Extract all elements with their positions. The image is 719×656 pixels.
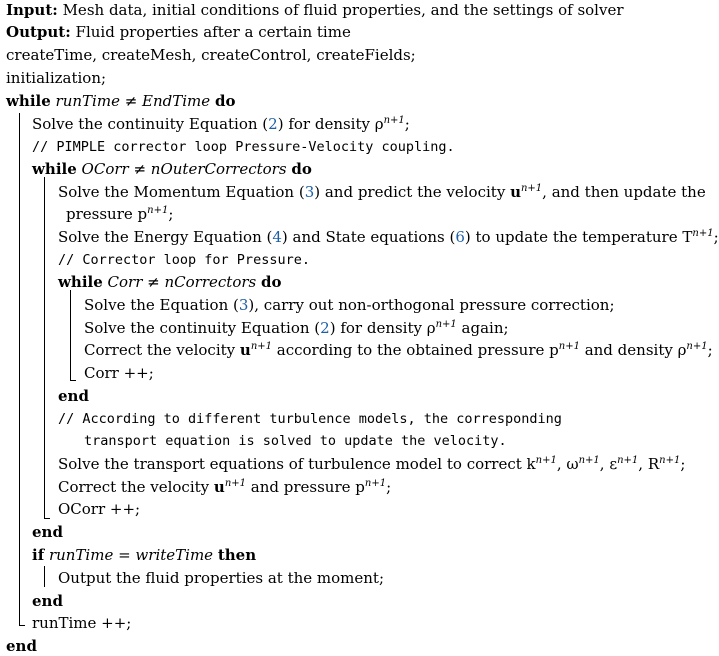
superscript: n+1 xyxy=(578,455,600,466)
corr-increment-line: Corr ++; xyxy=(84,364,154,382)
text-segment: , and then update the xyxy=(542,183,706,201)
do-keyword: do xyxy=(291,160,312,178)
superscript: n+1 xyxy=(659,455,681,466)
momentum-line-1 xyxy=(58,182,706,202)
if-condition: runTime = writeTime xyxy=(48,546,214,564)
text-segment: Solve the Momentum Equation ( xyxy=(58,183,305,201)
while-ocorr-bar-tick xyxy=(44,518,50,519)
text-segment: ) for density ρ xyxy=(329,319,436,337)
comment-turbulence-1: // According to different turbulence models, the corresponding xyxy=(58,411,562,427)
ocorr-increment-line: OCorr ++; xyxy=(58,500,141,518)
while-condition: OCorr ≠ nOuterCorrectors xyxy=(81,160,287,178)
output-text: Fluid properties after a certain time xyxy=(75,23,351,41)
superscript: n+1 xyxy=(520,183,543,194)
equation-ref-link[interactable]: 2 xyxy=(268,115,278,133)
if-writetime-line xyxy=(32,545,256,565)
if-keyword: if xyxy=(32,546,45,564)
continuity-line xyxy=(32,114,410,134)
text-segment: ; xyxy=(680,455,686,473)
end-while-runtime: end xyxy=(6,637,37,655)
turbulence-line xyxy=(58,454,685,474)
momentum-line-2 xyxy=(66,204,173,224)
equation-ref-link[interactable]: 6 xyxy=(455,228,465,246)
equation-ref-link[interactable]: 4 xyxy=(272,228,282,246)
text-segment: ) and predict the velocity xyxy=(314,183,511,201)
correct-velocity-line xyxy=(84,340,713,360)
text-segment: pressure p xyxy=(66,205,148,223)
input-label: Input: xyxy=(6,1,58,19)
text-segment: ; xyxy=(386,478,392,496)
while-runtime-bar-tick xyxy=(19,625,25,626)
energy-line xyxy=(58,227,719,247)
velocity-symbol: u xyxy=(510,183,521,201)
superscript: n+1 xyxy=(558,341,580,352)
while-corr-bar xyxy=(70,290,71,380)
while-keyword: while xyxy=(6,92,51,110)
output-line xyxy=(6,22,351,42)
init-line-2: initialization; xyxy=(6,69,107,87)
text-segment: ) to update the temperature T xyxy=(464,228,693,246)
input-text: Mesh data, initial conditions of fluid properties, and the settings of solver xyxy=(62,1,624,19)
equation-ref-link[interactable]: 2 xyxy=(320,319,330,337)
superscript: n+1 xyxy=(535,455,557,466)
output-fluid-line: Output the fluid properties at the moment; xyxy=(58,569,385,587)
solve-eq3-line xyxy=(84,295,615,315)
superscript: n+1 xyxy=(686,341,708,352)
superscript: n+1 xyxy=(692,228,714,239)
velocity-symbol: u xyxy=(239,341,251,359)
text-segment: ) for density ρ xyxy=(277,115,384,133)
comment-pimple: // PIMPLE corrector loop Pressure-Velocity coupling. xyxy=(32,139,455,155)
comment-turbulence-2: transport equation is solved to update the velocity. xyxy=(84,433,507,449)
equation-ref-link[interactable]: 3 xyxy=(238,296,249,314)
text-segment: , ω xyxy=(556,455,579,473)
superscript: n+1 xyxy=(364,478,387,489)
correct-velocity-pressure-line xyxy=(58,477,391,497)
while-corr-line xyxy=(58,272,282,292)
while-keyword: while xyxy=(58,273,103,291)
text-segment: ) and State equations ( xyxy=(281,228,456,246)
text-segment: ; xyxy=(168,205,174,223)
while-ocorr-bar xyxy=(44,177,45,518)
superscript: n+1 xyxy=(383,115,405,126)
while-runtime-line xyxy=(6,91,235,111)
while-runtime-bar xyxy=(19,113,20,625)
text-segment: Solve the transport equations of turbulence model to correct k xyxy=(58,455,536,473)
while-keyword: while xyxy=(32,160,77,178)
while-ocorr-line xyxy=(32,159,312,179)
text-segment: ), carry out non-orthogonal pressure correction; xyxy=(248,296,615,314)
while-condition: runTime ≠ EndTime xyxy=(55,92,211,110)
end-if: end xyxy=(32,592,63,610)
runtime-increment-line: runTime ++; xyxy=(32,614,132,632)
output-label: Output: xyxy=(6,23,71,41)
if-bar xyxy=(44,566,45,587)
superscript: n+1 xyxy=(147,205,169,216)
text-segment: Solve the Energy Equation ( xyxy=(58,228,273,246)
input-line xyxy=(6,0,624,20)
text-segment: again; xyxy=(456,319,509,337)
superscript: n+1 xyxy=(435,319,457,330)
do-keyword: do xyxy=(261,273,282,291)
then-keyword: then xyxy=(217,546,257,564)
equation-ref-link[interactable]: 3 xyxy=(304,183,315,201)
text-segment: , R xyxy=(638,455,660,473)
text-segment: Solve the continuity Equation ( xyxy=(84,319,321,337)
text-segment: Correct the velocity xyxy=(58,478,214,496)
text-segment: according to the obtained pressure p xyxy=(272,341,559,359)
text-segment: ; xyxy=(404,115,410,133)
text-segment: and pressure p xyxy=(246,478,365,496)
do-keyword: do xyxy=(214,92,236,110)
while-condition: Corr ≠ nCorrectors xyxy=(107,273,257,291)
text-segment: Solve the Equation ( xyxy=(84,296,239,314)
superscript: n+1 xyxy=(617,455,639,466)
comment-corrector: // Corrector loop for Pressure. xyxy=(58,252,310,268)
text-segment: and density ρ xyxy=(579,341,687,359)
text-segment: ; xyxy=(713,228,719,246)
text-segment: ; xyxy=(707,341,713,359)
superscript: n+1 xyxy=(250,341,272,352)
superscript: n+1 xyxy=(224,478,246,489)
velocity-symbol: u xyxy=(213,478,225,496)
init-line-1: createTime, createMesh, createControl, createFields; xyxy=(6,46,416,64)
text-segment: Solve the continuity Equation ( xyxy=(32,115,269,133)
continuity-again-line xyxy=(84,318,509,338)
text-segment: Correct the velocity xyxy=(84,341,240,359)
end-while-corr: end xyxy=(58,387,89,405)
end-while-ocorr: end xyxy=(32,523,63,541)
text-segment: , ε xyxy=(599,455,618,473)
while-corr-bar-tick xyxy=(70,380,76,381)
